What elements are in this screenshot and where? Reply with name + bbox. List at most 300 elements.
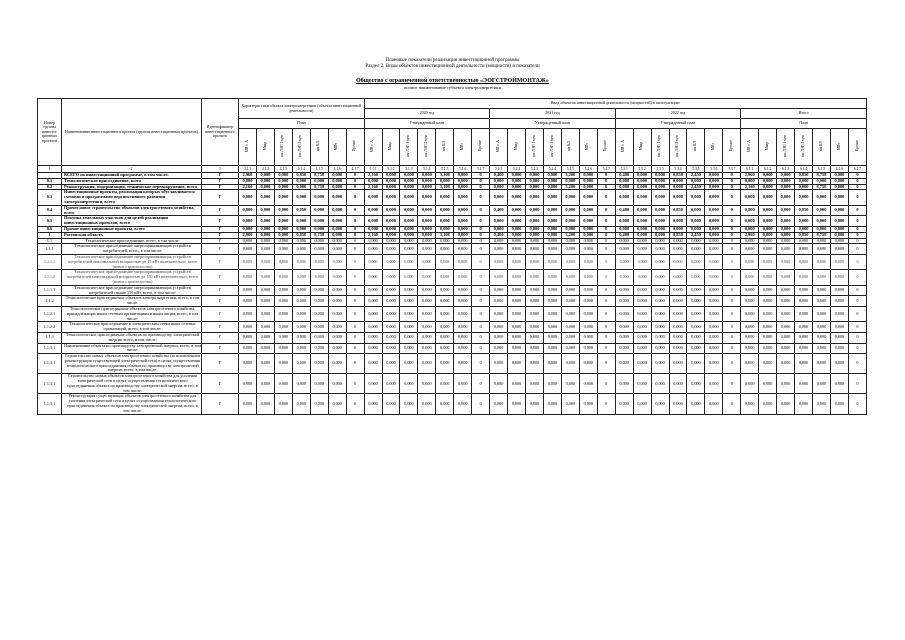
value-cell: 0 <box>472 306 490 321</box>
value-cell: 0 <box>346 394 364 414</box>
value-cell: 0,000 <box>454 216 472 227</box>
value-cell: 0,000 <box>382 306 400 321</box>
value-cell: 0 <box>346 374 364 394</box>
value-cell: 0,000 <box>256 306 274 321</box>
column-number: 6.1.1 <box>741 166 759 173</box>
row-name: Технологическое присоединение, всего, в том числе: <box>62 238 202 244</box>
value-cell: 0,000 <box>633 343 651 354</box>
value-cell: 3,108 <box>436 232 454 238</box>
value-cell: 0,000 <box>310 226 328 232</box>
header-commissioning: Ввод объектов инвестиционной деятельности (мощностей) в эксплуатацию <box>364 99 866 109</box>
value-cell: 0 <box>346 254 364 269</box>
value-cell: 0,000 <box>328 343 346 354</box>
value-cell: 0,000 <box>239 238 257 244</box>
row-name: Технологическое присоединение, всего <box>62 178 202 184</box>
value-cell: 0,000 <box>274 173 292 179</box>
value-cell: 0,000 <box>310 244 328 255</box>
value-cell: 8,758 <box>813 184 831 190</box>
value-cell: 0,000 <box>615 332 633 343</box>
value-cell: 0,000 <box>436 238 454 244</box>
column-number: 4.1.5 <box>310 166 328 173</box>
value-cell: 0,000 <box>274 254 292 269</box>
value-cell: 0,000 <box>579 205 597 216</box>
value-cell: 0,000 <box>292 394 310 414</box>
value-cell: 0,000 <box>490 285 508 296</box>
column-number: 6.1.3 <box>777 166 795 173</box>
header-project-name: Наименование инвестиционного проекта (группы инвестиционных проектов) <box>62 99 202 166</box>
value-cell: 0,000 <box>777 244 795 255</box>
value-cell: 0 <box>597 322 615 333</box>
value-cell: 0,000 <box>687 238 705 244</box>
value-cell: 0,000 <box>274 244 292 255</box>
value-cell: 0,000 <box>526 374 544 394</box>
value-cell: 0 <box>472 374 490 394</box>
value-cell: 0,000 <box>813 244 831 255</box>
value-cell: 0 <box>848 394 866 414</box>
value-cell: 0,000 <box>274 306 292 321</box>
value-cell: 0,000 <box>795 178 813 184</box>
value-cell: 0,000 <box>669 343 687 354</box>
document-titles <box>0 58 905 91</box>
value-cell: 0,000 <box>705 374 723 394</box>
value-cell: 0 <box>597 173 615 179</box>
value-cell: 0,000 <box>274 216 292 227</box>
value-cell: 0 <box>723 270 741 285</box>
value-cell: 8,758 <box>310 184 328 190</box>
value-cell: 0,000 <box>669 216 687 227</box>
value-cell: 0,000 <box>274 374 292 394</box>
value-cell: 0,000 <box>239 285 257 296</box>
value-cell: 0,000 <box>741 343 759 354</box>
value-cell: 0,000 <box>274 332 292 343</box>
value-cell: 0,000 <box>508 354 526 374</box>
value-cell: 0,000 <box>561 178 579 184</box>
value-cell: 0,000 <box>328 244 346 255</box>
value-cell: 0,000 <box>328 173 346 179</box>
value-cell: 0,000 <box>633 244 651 255</box>
row-identifier: Г <box>202 354 239 374</box>
value-cell: 0 <box>597 374 615 394</box>
value-cell: 0,000 <box>310 322 328 333</box>
row-name: Ростовская область <box>62 232 202 238</box>
value-cell: 0,000 <box>759 244 777 255</box>
value-cell: 0,000 <box>795 254 813 269</box>
value-cell: 0,000 <box>508 216 526 227</box>
value-cell: 0,000 <box>615 254 633 269</box>
value-cell: 0,000 <box>454 296 472 307</box>
value-cell: 0,000 <box>830 306 848 321</box>
value-cell: 0,000 <box>418 322 436 333</box>
value-cell: 0,000 <box>579 184 597 190</box>
value-cell: 0,000 <box>239 216 257 227</box>
row-number: 1.1.3.1 <box>38 394 62 414</box>
header-unit: Прочие <box>597 129 615 166</box>
value-cell: 0,000 <box>382 238 400 244</box>
column-number: 4.1.1 <box>239 166 257 173</box>
value-cell: 0,000 <box>561 322 579 333</box>
value-cell: 0,000 <box>508 254 526 269</box>
doc-org-caption: полное наименование субъекта электроэнергетики <box>403 85 502 90</box>
value-cell: 0,000 <box>741 394 759 414</box>
value-cell: 0,000 <box>777 374 795 394</box>
value-cell: 0,000 <box>239 270 257 285</box>
value-cell: 0,000 <box>543 254 561 269</box>
value-cell: 0,000 <box>543 394 561 414</box>
value-cell: 0,000 <box>256 205 274 216</box>
value-cell: 0 <box>346 306 364 321</box>
value-cell: 0 <box>472 232 490 238</box>
value-cell: 0 <box>848 332 866 343</box>
value-cell: 0,000 <box>795 270 813 285</box>
column-number: 3 <box>202 166 239 173</box>
value-cell: 0,000 <box>436 296 454 307</box>
value-cell: 0 <box>848 216 866 227</box>
value-cell: 0,000 <box>490 354 508 374</box>
value-cell: 0,000 <box>651 238 669 244</box>
value-cell: 0,000 <box>454 238 472 244</box>
value-cell: 0,000 <box>543 216 561 227</box>
row-name: Реконструкция, модернизация, техническое перевооружение, всего <box>62 184 202 190</box>
value-cell: 0,000 <box>759 238 777 244</box>
value-cell: 0,000 <box>651 178 669 184</box>
value-cell: 0,000 <box>239 178 257 184</box>
header-year-2021: 2021 год <box>490 109 616 119</box>
row-identifier: Г <box>202 374 239 394</box>
value-cell: 0 <box>723 178 741 184</box>
value-cell: 0,000 <box>328 216 346 227</box>
value-cell: 0 <box>597 184 615 190</box>
table-row <box>38 354 867 374</box>
value-cell: 0,000 <box>454 232 472 238</box>
row-identifier: Г <box>202 394 239 414</box>
value-cell: 0,000 <box>813 394 831 414</box>
value-cell: 0,000 <box>364 205 382 216</box>
header-unit: Мвар <box>256 129 274 166</box>
value-cell: 0,000 <box>579 306 597 321</box>
value-cell: 0,000 <box>651 285 669 296</box>
value-cell: 0,000 <box>615 374 633 394</box>
row-identifier: Г <box>202 216 239 227</box>
header-unit: км ЛЭП 2-цеп <box>795 129 813 166</box>
row-identifier: Г <box>202 322 239 333</box>
value-cell: 0,000 <box>633 306 651 321</box>
value-cell: 0,000 <box>418 332 436 343</box>
value-cell: 0 <box>472 178 490 184</box>
value-cell: 0,400 <box>490 173 508 179</box>
value-cell: 0,000 <box>526 332 544 343</box>
value-cell: 0 <box>346 178 364 184</box>
header-unit: км КЛ <box>561 129 579 166</box>
value-cell: 0 <box>346 285 364 296</box>
value-cell: 0,000 <box>310 254 328 269</box>
row-name: Реконструкция существующих объектов электросетевого хозяйства для усиления электрической сети в целях осуществления технологического присоединения объекта по производству электрической энергии, всего, в том числе: <box>62 394 202 414</box>
value-cell: 0 <box>472 244 490 255</box>
value-cell: 0,000 <box>669 374 687 394</box>
value-cell: 0,000 <box>830 332 848 343</box>
value-cell: 0,000 <box>292 216 310 227</box>
value-cell: 0,000 <box>777 173 795 179</box>
value-cell: 0,000 <box>328 394 346 414</box>
value-cell: 8,758 <box>813 173 831 179</box>
row-identifier: Г <box>202 238 239 244</box>
value-cell: 0 <box>848 306 866 321</box>
column-number: 5.3.4 <box>669 166 687 173</box>
value-cell: 0,000 <box>508 270 526 285</box>
value-cell: 0,000 <box>328 254 346 269</box>
header-unit: км КЛ <box>687 129 705 166</box>
value-cell: 2,160 <box>364 232 382 238</box>
value-cell: 0,000 <box>490 332 508 343</box>
value-cell: 0 <box>472 173 490 179</box>
value-cell: 0,000 <box>328 354 346 374</box>
value-cell: 0,000 <box>239 306 257 321</box>
column-number: 4.1.2 <box>256 166 274 173</box>
value-cell: 0 <box>723 332 741 343</box>
value-cell: 0,000 <box>364 226 382 232</box>
doc-org-name: Общество с ограниченной ответственностью «ЭОГСТРОЙМОНТАЖ» <box>356 78 549 84</box>
value-cell: 0,000 <box>741 254 759 269</box>
row-name: Технологическое присоединение энергопринимающих устройств потребителей свыше 150 кВт, всего, в том числе: <box>62 285 202 296</box>
value-cell: 0,000 <box>777 285 795 296</box>
value-cell: 0,000 <box>310 190 328 205</box>
value-cell: 0,000 <box>526 226 544 232</box>
value-cell: 0,000 <box>687 190 705 205</box>
value-cell: 8,758 <box>310 232 328 238</box>
value-cell: 0,000 <box>687 244 705 255</box>
value-cell: 0,000 <box>615 184 633 190</box>
row-name: Прочие инвестиционные проекты, всего <box>62 226 202 232</box>
value-cell: 0,000 <box>364 270 382 285</box>
value-cell: 0 <box>597 296 615 307</box>
value-cell: 0,000 <box>813 270 831 285</box>
value-cell: 0,000 <box>669 226 687 232</box>
value-cell: 0,000 <box>256 354 274 374</box>
value-cell: 0,000 <box>777 184 795 190</box>
value-cell: 0,000 <box>759 374 777 394</box>
value-cell: 0,000 <box>382 296 400 307</box>
value-cell: 0,000 <box>274 270 292 285</box>
value-cell: 0,000 <box>633 216 651 227</box>
value-cell: 0,000 <box>526 285 544 296</box>
value-cell: 0,000 <box>543 322 561 333</box>
value-cell: 0 <box>848 254 866 269</box>
value-cell: 0,000 <box>382 173 400 179</box>
row-number: 1.1.3.1 <box>38 374 62 394</box>
value-cell: 0,000 <box>687 285 705 296</box>
value-cell: 0,000 <box>705 343 723 354</box>
value-cell: 0,000 <box>759 226 777 232</box>
value-cell: 0,000 <box>741 306 759 321</box>
value-cell: 0,000 <box>687 178 705 184</box>
column-number: 5.2.3 <box>526 166 544 173</box>
value-cell: 0,000 <box>256 184 274 190</box>
value-cell: 0,000 <box>436 306 454 321</box>
value-cell: 0,000 <box>256 296 274 307</box>
value-cell: 0,000 <box>777 394 795 414</box>
value-cell: 0,000 <box>256 270 274 285</box>
value-cell: 0,000 <box>830 296 848 307</box>
value-cell: 0,000 <box>669 285 687 296</box>
header-approved-2022: Утвержденный план <box>615 119 741 129</box>
value-cell: 0,000 <box>741 322 759 333</box>
value-cell: 0,000 <box>364 244 382 255</box>
value-cell: 0,000 <box>239 343 257 354</box>
value-cell: 0,000 <box>490 306 508 321</box>
value-cell: 0,000 <box>543 173 561 179</box>
value-cell: 0,000 <box>579 322 597 333</box>
value-cell: 0,000 <box>328 285 346 296</box>
value-cell: 0,000 <box>256 226 274 232</box>
value-cell: 0,000 <box>400 332 418 343</box>
value-cell: 0,000 <box>274 178 292 184</box>
value-cell: 0,000 <box>633 178 651 184</box>
value-cell: 0,000 <box>615 394 633 414</box>
value-cell: 0,000 <box>436 216 454 227</box>
value-cell: 0 <box>346 238 364 244</box>
value-cell: 0,000 <box>526 238 544 244</box>
value-cell: 0,000 <box>418 184 436 190</box>
value-cell: 0,000 <box>830 354 848 374</box>
value-cell: 0,000 <box>615 354 633 374</box>
value-cell: 2,160 <box>364 173 382 179</box>
value-cell: 3,200 <box>561 173 579 179</box>
value-cell: 0,000 <box>382 394 400 414</box>
value-cell: 0,000 <box>454 354 472 374</box>
value-cell: 0,000 <box>454 306 472 321</box>
value-cell: 0,000 <box>454 205 472 216</box>
value-cell: 0,000 <box>705 190 723 205</box>
value-cell: 0,000 <box>382 285 400 296</box>
value-cell: 0,000 <box>615 322 633 333</box>
value-cell: 0,000 <box>830 244 848 255</box>
value-cell: 0,000 <box>436 285 454 296</box>
column-number: 5.2.7 <box>597 166 615 173</box>
table-row <box>38 254 867 269</box>
value-cell: 0,000 <box>687 343 705 354</box>
column-number: 4.1.3 <box>274 166 292 173</box>
value-cell: 2,960 <box>239 173 257 179</box>
value-cell: 0 <box>597 216 615 227</box>
row-name: Покупка земельных участков для целей реализации инвестиционных проектов, всего <box>62 216 202 227</box>
value-cell: 0,000 <box>579 178 597 184</box>
value-cell: 0,000 <box>777 216 795 227</box>
value-cell: 8,758 <box>813 232 831 238</box>
doc-title-1: Плановые показатели реализации инвестиционной программы <box>385 58 520 63</box>
table-row <box>38 270 867 285</box>
value-cell: 0,000 <box>741 244 759 255</box>
header-unit: км ЛЭП 2-цеп <box>543 129 561 166</box>
value-cell: 0 <box>723 354 741 374</box>
row-number: 1.1.1.2 <box>38 270 62 285</box>
value-cell: 0,000 <box>292 270 310 285</box>
header-unit: Мвар <box>508 129 526 166</box>
value-cell: 0,000 <box>633 254 651 269</box>
value-cell: 0,000 <box>651 226 669 232</box>
value-cell: 0,000 <box>256 216 274 227</box>
column-number: 4.1.6 <box>328 166 346 173</box>
value-cell: 0,000 <box>705 216 723 227</box>
value-cell: 0,000 <box>687 332 705 343</box>
row-number: 1.1.1.3 <box>38 285 62 296</box>
value-cell: 3,108 <box>436 184 454 190</box>
value-cell: 0,000 <box>310 374 328 394</box>
value-cell: 0,000 <box>328 296 346 307</box>
value-cell: 0,850 <box>795 205 813 216</box>
value-cell: 0,000 <box>310 394 328 414</box>
value-cell: 0 <box>848 190 866 205</box>
value-cell: 0,000 <box>526 232 544 238</box>
row-name: Технологическое присоединение энергопринимающих устройств потребителей, всего, в том числе: <box>62 244 202 255</box>
value-cell: 0,000 <box>759 173 777 179</box>
value-cell: 0,000 <box>705 332 723 343</box>
value-cell: 0,000 <box>454 270 472 285</box>
column-number: 5.3.5 <box>687 166 705 173</box>
value-cell: 0,000 <box>310 332 328 343</box>
value-cell: 0,000 <box>508 332 526 343</box>
value-cell: 0,000 <box>310 354 328 374</box>
value-cell: 0,000 <box>705 244 723 255</box>
column-number: 5.3.3 <box>651 166 669 173</box>
value-cell: 0 <box>472 394 490 414</box>
value-cell: 0 <box>848 205 866 216</box>
value-cell: 0,000 <box>830 394 848 414</box>
value-cell: 0,000 <box>651 270 669 285</box>
value-cell: 0,000 <box>382 178 400 184</box>
value-cell: 0,000 <box>705 354 723 374</box>
value-cell: 0,800 <box>239 205 257 216</box>
value-cell: 0,000 <box>813 216 831 227</box>
value-cell: 0,000 <box>687 205 705 216</box>
value-cell: 0,000 <box>633 374 651 394</box>
value-cell: 0,000 <box>741 238 759 244</box>
value-cell: 0,000 <box>651 322 669 333</box>
value-cell: 0 <box>472 354 490 374</box>
value-cell: 3,200 <box>561 232 579 238</box>
value-cell: 0,000 <box>292 296 310 307</box>
value-cell: 0,000 <box>382 374 400 394</box>
value-cell: 0,000 <box>310 216 328 227</box>
value-cell: 0,000 <box>579 285 597 296</box>
value-cell: 0,000 <box>454 173 472 179</box>
value-cell: 0,000 <box>669 394 687 414</box>
value-cell: 0,000 <box>526 394 544 414</box>
value-cell: 0 <box>346 190 364 205</box>
value-cell: 0,000 <box>543 374 561 394</box>
value-cell: 0 <box>346 354 364 374</box>
value-cell: 0,000 <box>274 205 292 216</box>
row-name: Строительство новых объектов электросетевого хозяйства для усиления электрической сети в целях осуществления технологического присоединения объекта по производству электрической энергии, всего, в том числе: <box>62 374 202 394</box>
value-cell: 0,000 <box>759 285 777 296</box>
value-cell: 0,000 <box>454 394 472 414</box>
value-cell: 0,000 <box>705 238 723 244</box>
value-cell: 0 <box>597 394 615 414</box>
value-cell: 0,000 <box>239 244 257 255</box>
value-cell: 0,000 <box>561 343 579 354</box>
value-cell: 0,000 <box>292 306 310 321</box>
value-cell: 0 <box>472 254 490 269</box>
value-cell: 0,000 <box>239 374 257 394</box>
value-cell: 0,000 <box>777 354 795 374</box>
value-cell: 8,758 <box>310 173 328 179</box>
header-unit: км ЛЭП 2-цеп <box>669 129 687 166</box>
header-project-id: Идентификатор инвестиционного проекта <box>202 99 239 166</box>
value-cell: 0,000 <box>526 244 544 255</box>
value-cell: 0,000 <box>328 238 346 244</box>
value-cell: 0,000 <box>436 270 454 285</box>
value-cell: 0,000 <box>526 254 544 269</box>
value-cell: 0 <box>723 173 741 179</box>
row-name: Строительство новых объектов электросетевого хозяйства (за исключением реконструкции существующей электрической сети) в целях осуществления технологического присоединения объекта по производству электрической энергии, всего, в том числе: <box>62 354 202 374</box>
